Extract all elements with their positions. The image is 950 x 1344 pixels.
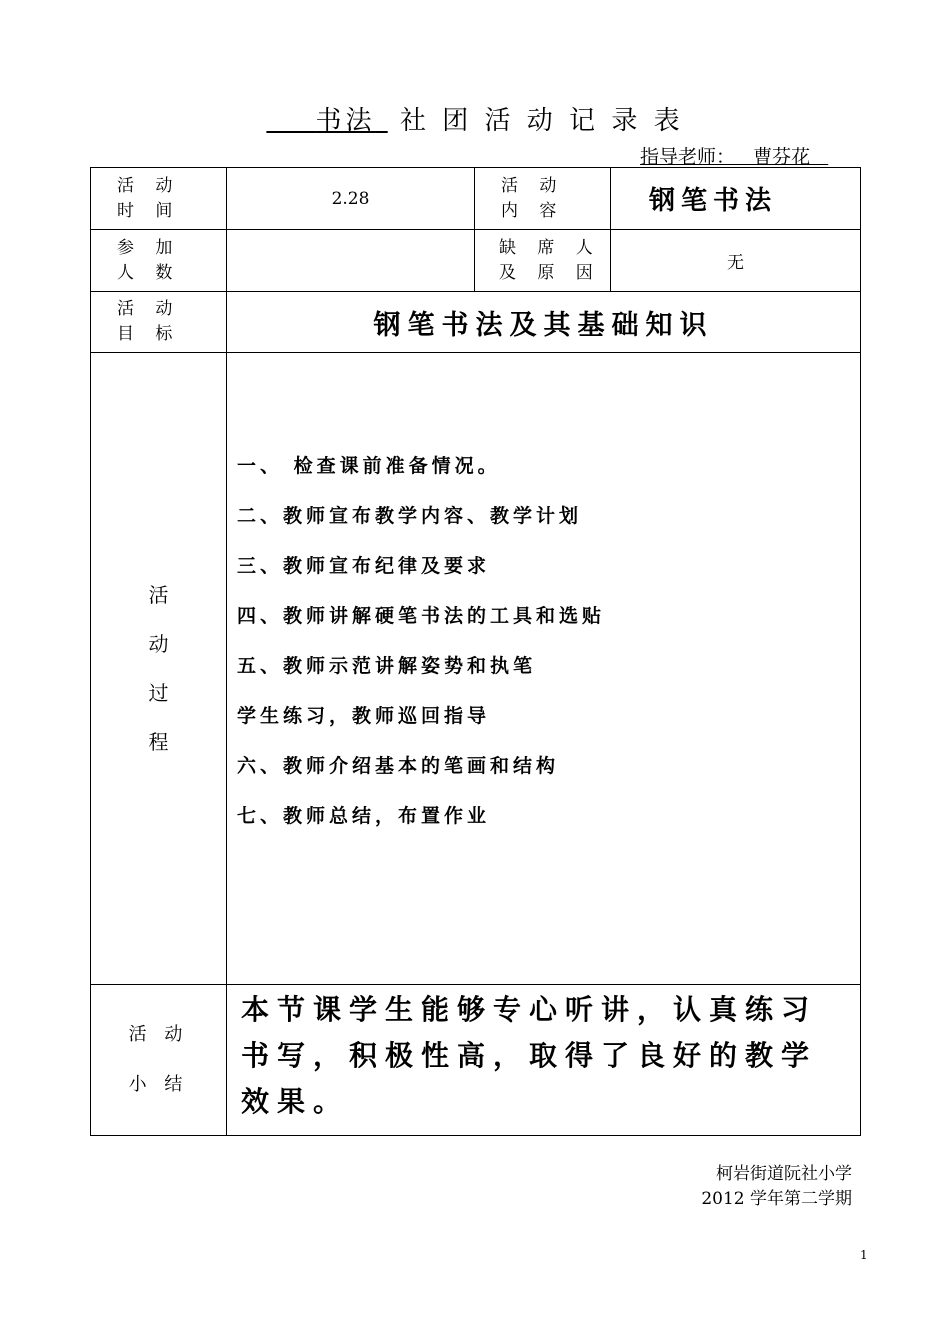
process-label: 活 动 过 程 — [91, 353, 227, 985]
time-label: 活 动 时 间 — [91, 168, 227, 230]
goal-label: 活 动 目 标 — [91, 292, 227, 353]
process-step: 三、教师宣布纪律及要求 — [237, 555, 491, 577]
page-number: 1 — [860, 1248, 868, 1262]
process-step: 四、教师讲解硬笔书法的工具和选贴 — [237, 605, 606, 627]
process-step: 七、教师总结，布置作业 — [237, 805, 491, 827]
process-step: 一、 检查课前准备情况。 — [237, 455, 501, 477]
row-summary — [91, 985, 861, 1136]
process-step: 六、教师介绍基本的笔画和结构 — [237, 755, 560, 777]
content-value: 钢笔书法 — [611, 168, 861, 230]
summary-value: 本节课学生能够专心听讲，认真练习书写，积极性高，取得了良好的教学效果。 — [227, 985, 861, 1136]
summary-label: 活 动 小 结 — [91, 985, 227, 1136]
goal-value: 钢笔书法及其基础知识 — [227, 292, 861, 353]
absent-label: 缺 席 人 及 原 因 — [475, 230, 611, 292]
row-goal — [91, 292, 861, 353]
footer — [701, 1162, 852, 1212]
process-step: 学生练习，教师巡回指导 — [237, 705, 491, 727]
process-step: 五、教师示范讲解姿势和执笔 — [237, 655, 537, 677]
activity-record-table — [90, 167, 861, 1136]
school-name: 柯岩街道阮社小学 — [716, 1164, 852, 1184]
club-name: 书法 — [315, 106, 376, 136]
row-process — [91, 353, 861, 985]
row-time-content — [91, 168, 861, 230]
title-text: 社 团 活 动 记 录 表 — [387, 106, 684, 136]
content-label: 活 动 内 容 — [475, 168, 611, 230]
participants-label: 参 加 人 数 — [91, 230, 227, 292]
document-title — [0, 100, 950, 137]
time-value: 2.28 — [227, 168, 475, 230]
process-steps — [227, 353, 861, 985]
participants-value — [227, 230, 475, 292]
row-participants-absent — [91, 230, 861, 292]
term: 2012 学年第二学期 — [701, 1189, 852, 1209]
process-step: 二、教师宣布教学内容、教学计划 — [237, 505, 583, 527]
absent-value: 无 — [611, 230, 861, 292]
teacher-name: 指导老师： 曹芬花 — [640, 146, 829, 168]
